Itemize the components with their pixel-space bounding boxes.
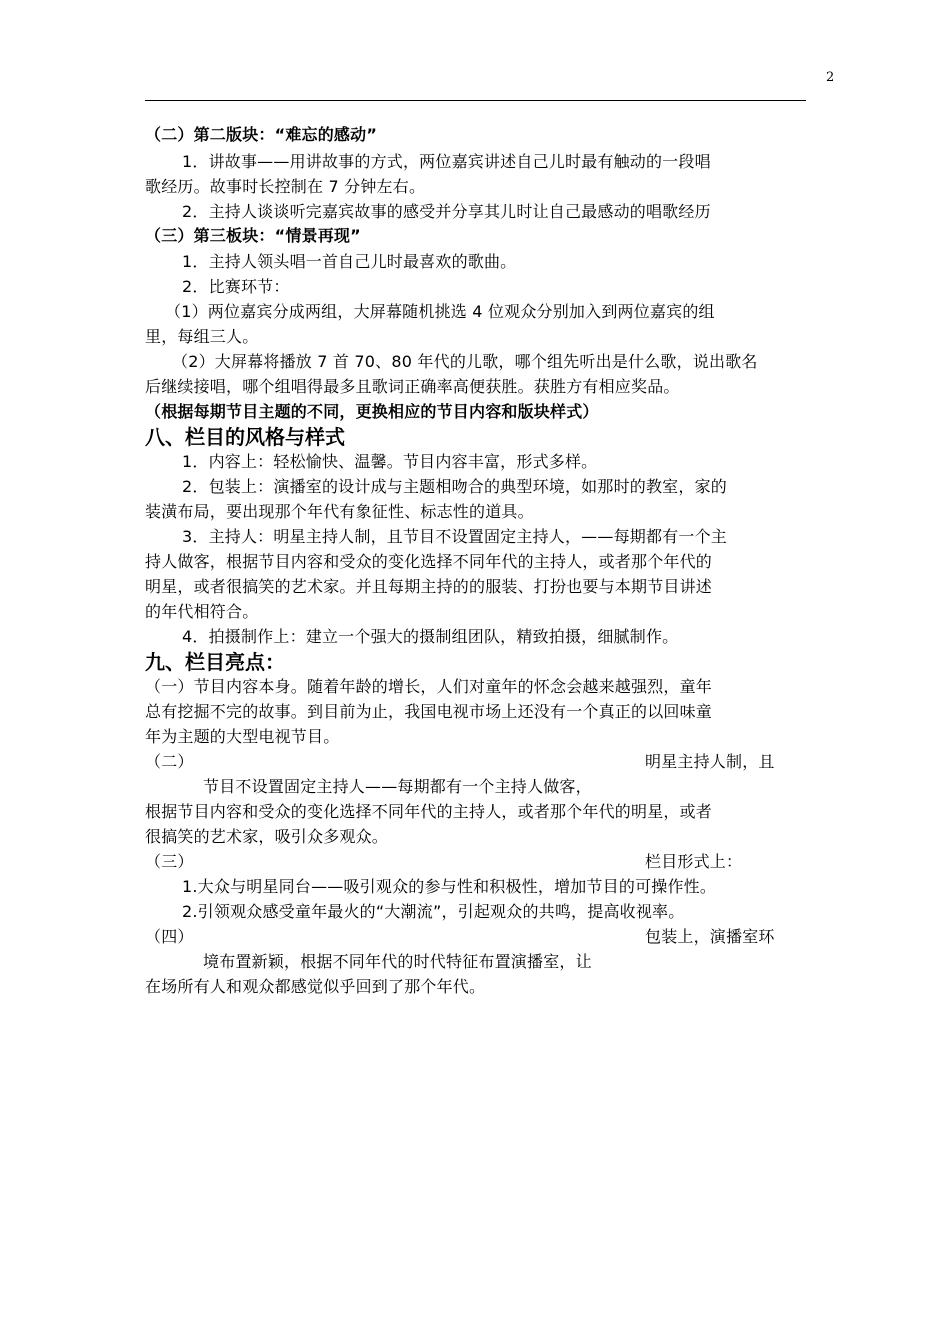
paragraph-line: （2）大屏幕将播放 7 首 70、80 年代的儿歌，哪个组先听出是什么歌，说出歌名 bbox=[172, 352, 758, 371]
paragraph-line: 1．内容上：轻松愉快、温馨。节目内容丰富，形式多样。 bbox=[182, 452, 598, 471]
paragraph-line: 装潢布局，要出现那个年代有象征性、标志性的道具。 bbox=[145, 502, 534, 521]
paragraph-line: 明星主持人制，且 bbox=[645, 752, 775, 771]
chapter-heading: 八、栏目的风格与样式 bbox=[145, 425, 345, 449]
paragraph-line: 1.大众与明星同台——吸引观众的参与性和积极性，增加节目的可操作性。 bbox=[182, 877, 717, 896]
header-rule bbox=[145, 100, 806, 101]
paragraph-line: 在场所有人和观众都感觉似乎回到了那个年代。 bbox=[145, 977, 486, 996]
paragraph-line: 年为主题的大型电视节目。 bbox=[145, 727, 340, 746]
paragraph-line: 的年代相符合。 bbox=[145, 602, 259, 621]
paragraph-line: 2．比赛环节： bbox=[182, 277, 290, 296]
paragraph-line: 根据节目内容和受众的变化选择不同年代的主持人，或者那个年代的明星，或者 bbox=[145, 802, 713, 821]
item-marker: （四） bbox=[145, 927, 194, 946]
paragraph-line: 境布置新颖，根据不同年代的时代特征布置演播室，让 bbox=[203, 952, 592, 971]
paragraph-line: 1．讲故事——用讲故事的方式，两位嘉宾讲述自己儿时最有触动的一段唱 bbox=[182, 152, 711, 171]
paragraph-line: 总有挖掘不完的故事。到目前为止，我国电视市场上还没有一个真正的以回味童 bbox=[145, 702, 713, 721]
paragraph-line: 4．拍摄制作上：建立一个强大的摄制组团队，精致拍摄，细腻制作。 bbox=[182, 627, 679, 646]
paragraph-line: （1）两位嘉宾分成两组，大屏幕随机挑选 4 位观众分别加入到两位嘉宾的组 bbox=[165, 302, 715, 321]
paragraph-line: 1．主持人领头唱一首自己儿时最喜欢的歌曲。 bbox=[182, 252, 517, 271]
section-heading: （三）第三板块：“情景再现” bbox=[145, 226, 361, 245]
paragraph-line: 里，每组三人。 bbox=[145, 327, 259, 346]
paragraph-line: 包装上，演播室环 bbox=[645, 927, 775, 946]
paragraph-line: 2．包装上：演播室的设计成与主题相吻合的典型环境，如那时的教室，家的 bbox=[182, 477, 727, 496]
chapter-heading: 九、栏目亮点： bbox=[145, 650, 285, 674]
paragraph-line: 很搞笑的艺术家，吸引众多观众。 bbox=[145, 827, 389, 846]
paragraph-line: （一）节目内容本身。随着年龄的增长，人们对童年的怀念会越来越强烈，童年 bbox=[145, 677, 713, 696]
page-number: 2 bbox=[826, 70, 835, 85]
paragraph-line: 明星，或者很搞笑的艺术家。并且每期主持的的服装、打扮也要与本期节目讲述 bbox=[145, 577, 713, 596]
paragraph-line: 2．主持人谈谈听完嘉宾故事的感受并分享其儿时让自己最感动的唱歌经历 bbox=[182, 202, 711, 221]
paragraph-line: 节目不设置固定主持人——每期都有一个主持人做客， bbox=[203, 777, 592, 796]
paragraph-line: 栏目形式上： bbox=[645, 852, 743, 871]
paragraph-line: 后继续接唱，哪个组唱得最多且歌词正确率高便获胜。获胜方有相应奖品。 bbox=[145, 377, 680, 396]
note-line: （根据每期节目主题的不同，更换相应的节目内容和版块样式） bbox=[145, 402, 599, 421]
paragraph-line: 歌经历。故事时长控制在 7 分钟左右。 bbox=[145, 177, 426, 196]
item-marker: （二） bbox=[145, 752, 194, 771]
paragraph-line: 3．主持人：明星主持人制，且节目不设置固定主持人，——每期都有一个主 bbox=[182, 527, 727, 546]
paragraph-line: 持人做客，根据节目内容和受众的变化选择不同年代的主持人，或者那个年代的 bbox=[145, 552, 713, 571]
section-heading: （二）第二版块：“难忘的感动” bbox=[145, 125, 378, 144]
paragraph-line: 2.引领观众感受童年最火的“大潮流”，引起观众的共鸣，提高收视率。 bbox=[182, 902, 685, 921]
item-marker: （三） bbox=[145, 852, 194, 871]
